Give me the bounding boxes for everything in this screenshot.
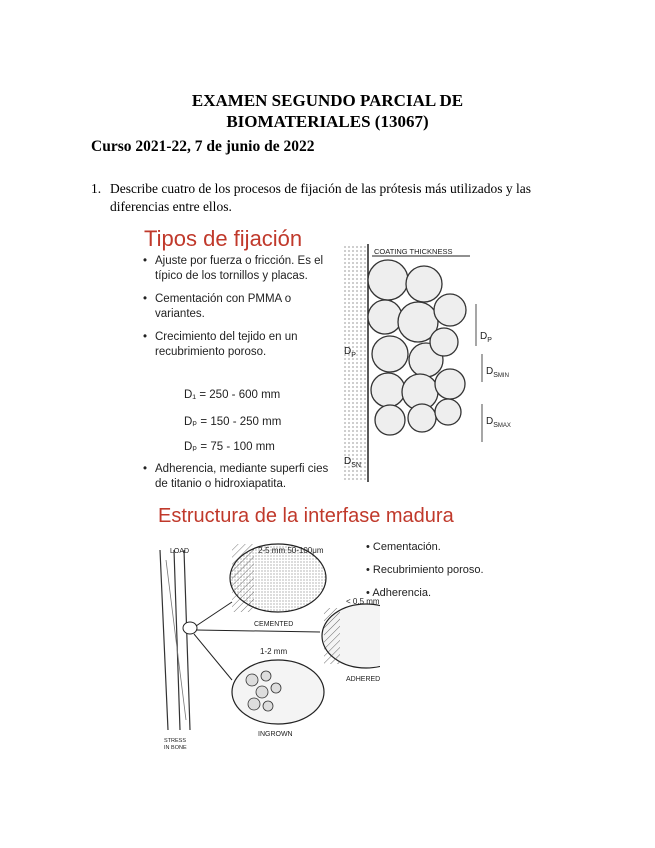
cemented-label: CEMENTED (254, 621, 294, 628)
stress-label-2: IN BONE (164, 745, 187, 751)
fixation-bullets (143, 254, 338, 368)
dimension-d1: D₁ = 250 - 600 mm (184, 389, 281, 401)
dsmax-label: $D_SMAX$ (486, 416, 511, 429)
adhered-dim: < 0,5 mm (346, 597, 380, 606)
cement-dims: 2-5 mm 50-100μm (258, 546, 324, 555)
interface-bullet: • Cementación. (366, 541, 441, 553)
interface-slide-title: Estructura de la interfase madura (158, 505, 454, 527)
dp-label-left: $D_P$ (344, 346, 356, 359)
porous-coating-diagram (340, 242, 540, 484)
load-label: LOAD (170, 548, 190, 555)
dsmin-label: $D_SMIN$ (486, 366, 509, 379)
coating-beads (368, 260, 466, 435)
interface-diagram (150, 540, 380, 755)
fixation-slide-title: Tipos de fijación (144, 226, 303, 251)
fixation-bullet: • Cementación con PMMA o variantes. (143, 292, 338, 322)
coating-thickness-label: COATING THICKNESS (374, 247, 453, 256)
dp-label-right: $D_P$ (480, 331, 492, 344)
bone-stem (160, 550, 190, 730)
question-number: 1. (91, 181, 102, 196)
substrate-bone (342, 244, 368, 482)
interface-bullet: • Recubrimiento poroso. (366, 564, 484, 576)
dsn-label: $D_{SN}$ (344, 456, 361, 469)
fixation-bullet: • Crecimiento del tejido en un recubrimiento poroso. (143, 330, 338, 360)
fixation-bullet: • Ajuste por fuerza o fricción. Es el típico de los tornillos y placas. (143, 254, 338, 284)
dimension-dp1: Dₚ = 150 - 250 mm (184, 416, 282, 428)
fixation-bullet: • Adherencia, mediante superfi cies de titanio o hidroxiapatita. (143, 462, 338, 492)
fixation-bullets-2 (143, 462, 338, 500)
adhered-label: ADHERED (346, 676, 380, 683)
dimension-dp2: Dₚ = 75 - 100 mm (184, 441, 275, 453)
exam-title-line2: BIOMATERIALES (13067) (226, 112, 429, 131)
exam-title-line1: EXAMEN SEGUNDO PARCIAL DE (191, 91, 464, 110)
interface-bullet: • Adherencia. (366, 587, 431, 599)
ingrown-label: INGROWN (258, 731, 293, 738)
ingrown-dim: 1-2 mm (260, 647, 288, 656)
detail-marker (183, 622, 197, 634)
question-text: Describe cuatro de los procesos de fijación de las prótesis más utilizados y las diferencias entre ellos. (110, 181, 532, 214)
course-date: Curso 2021-22, 7 de junio de 2022 (91, 138, 315, 155)
stress-label-1: STRESS (164, 738, 187, 744)
